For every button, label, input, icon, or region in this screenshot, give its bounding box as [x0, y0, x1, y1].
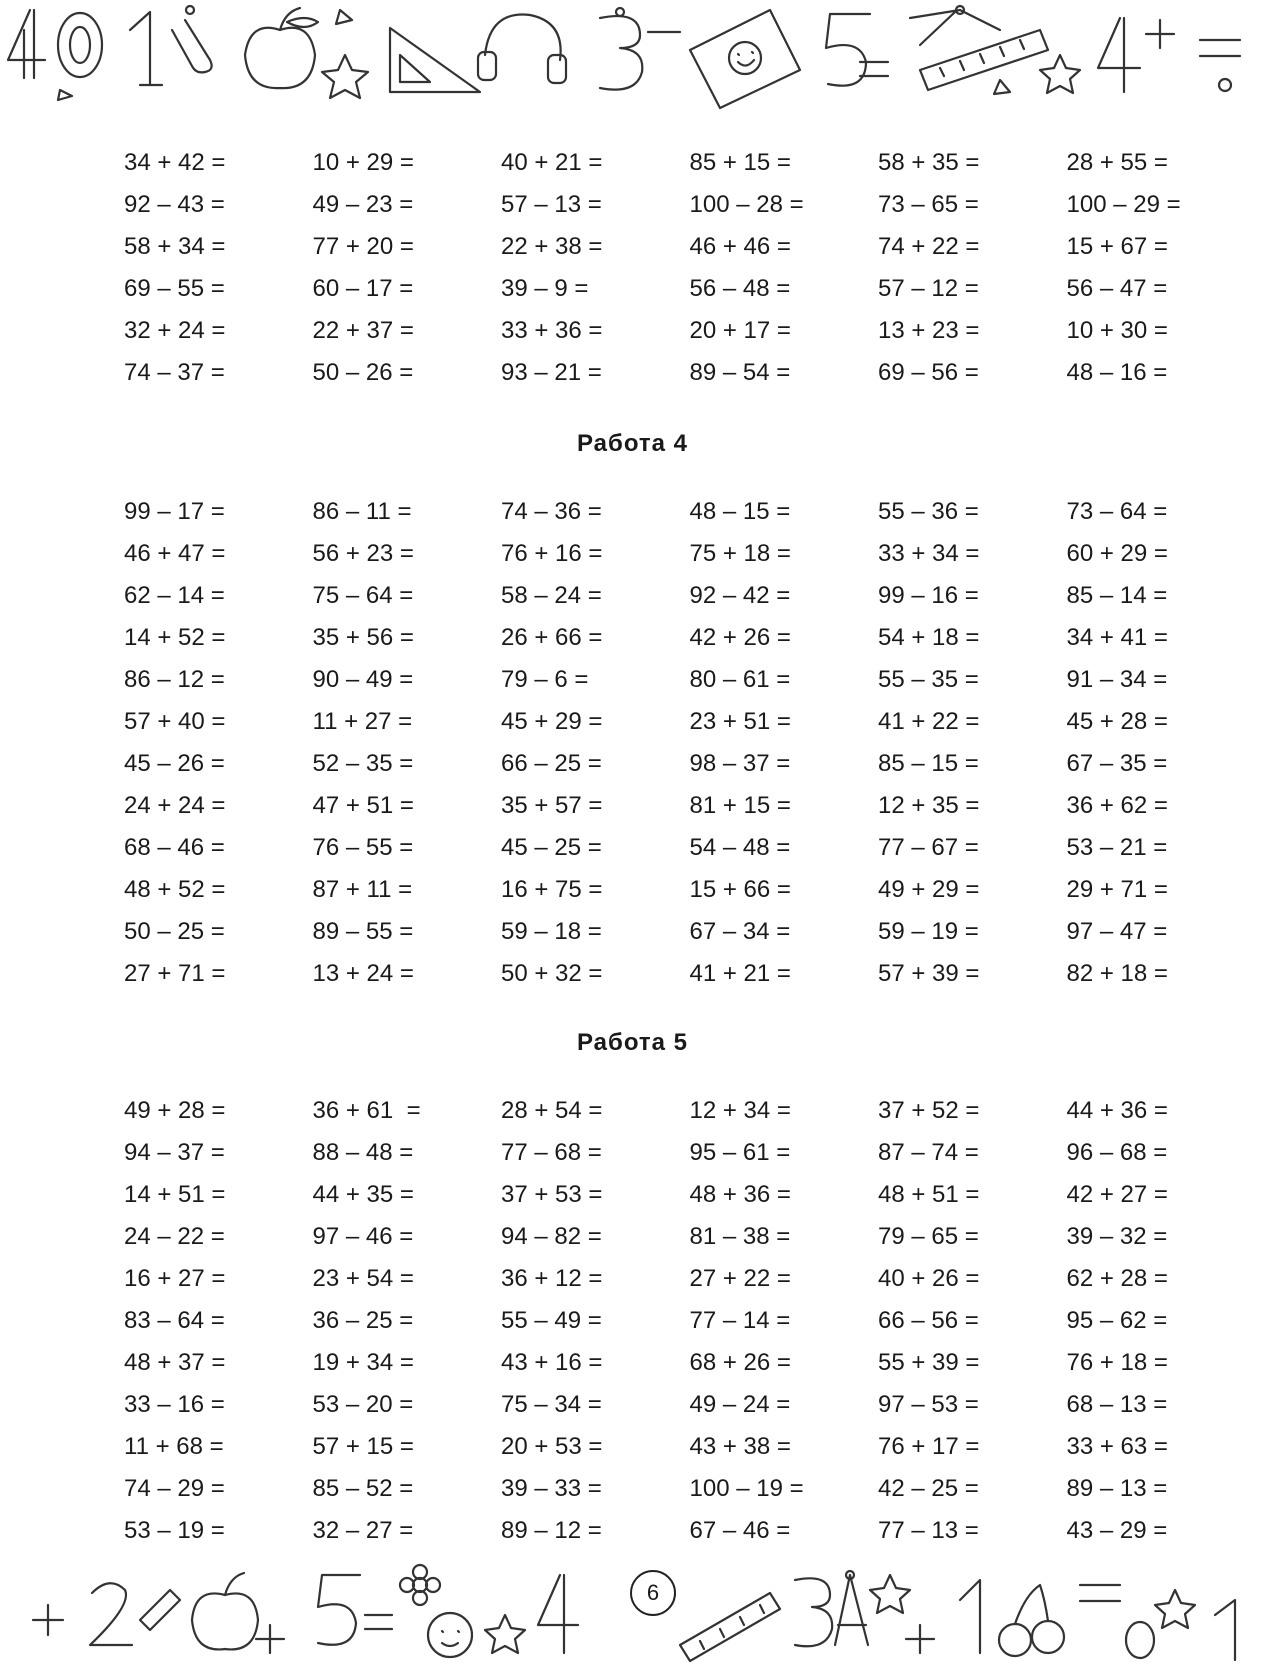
- math-problem: 15 + 66 =: [689, 876, 791, 903]
- math-problem: 35 + 57 =: [501, 792, 603, 819]
- doodle-digit-three-icon: [795, 1578, 832, 1646]
- math-problem: 50 + 32 =: [501, 960, 603, 987]
- doodle-zero-icon: [1126, 1622, 1154, 1658]
- math-problem: 81 + 15 =: [689, 792, 791, 819]
- math-problem: 69 – 56 =: [878, 359, 979, 386]
- math-problem: 76 + 16 =: [501, 540, 603, 567]
- math-problem: 14 + 51 =: [124, 1181, 226, 1208]
- page-number: 6: [630, 1570, 676, 1616]
- math-problem: 96 – 68 =: [1066, 1139, 1168, 1166]
- math-problem: 95 – 61 =: [689, 1139, 791, 1166]
- math-problem: 55 – 36 =: [878, 498, 979, 525]
- math-problem: 95 – 62 =: [1066, 1307, 1168, 1334]
- math-problem: 62 + 28 =: [1066, 1265, 1168, 1292]
- math-problem: 55 – 35 =: [878, 666, 979, 693]
- math-problem: 42 – 25 =: [878, 1475, 979, 1502]
- star-icon: [322, 55, 368, 98]
- math-problem: 48 + 52 =: [124, 876, 226, 903]
- math-problem: 28 + 54 =: [501, 1097, 603, 1124]
- math-problem: 27 + 71 =: [124, 960, 226, 987]
- math-problem: 68 – 46 =: [124, 834, 225, 861]
- math-problem: 56 + 23 =: [312, 540, 414, 567]
- math-problem: 33 + 63 =: [1066, 1433, 1168, 1460]
- math-problem: 59 – 19 =: [878, 918, 979, 945]
- math-problem: 49 – 23 =: [312, 191, 414, 218]
- math-problem: 75 – 64 =: [312, 582, 414, 609]
- math-problem: 68 + 26 =: [689, 1349, 791, 1376]
- math-problem: 99 – 17 =: [124, 498, 225, 525]
- apple-icon: [192, 1573, 258, 1649]
- math-problem: 45 – 26 =: [124, 750, 225, 777]
- math-problem: 57 + 15 =: [312, 1433, 414, 1460]
- doodle-digit-five-icon: [318, 1575, 360, 1645]
- paperclip-icon: [172, 20, 212, 72]
- math-problem: 19 + 34 =: [312, 1349, 414, 1376]
- math-problem: 37 + 53 =: [501, 1181, 603, 1208]
- math-problem: 88 – 48 =: [312, 1139, 414, 1166]
- math-problem: 100 – 28 =: [689, 191, 804, 218]
- math-problem: 89 – 55 =: [312, 918, 414, 945]
- math-problem: 34 + 41 =: [1066, 624, 1168, 651]
- math-problem: 86 – 12 =: [124, 666, 225, 693]
- math-problem: 77 – 68 =: [501, 1139, 602, 1166]
- exercise-grid-section-1: [124, 142, 1254, 394]
- math-problem: 20 + 17 =: [689, 317, 791, 344]
- math-problem: 40 + 21 =: [501, 149, 603, 176]
- math-problem: 42 + 27 =: [1066, 1181, 1168, 1208]
- math-problem: 87 + 11 =: [312, 876, 413, 903]
- math-problem: 29 + 71 =: [1066, 876, 1168, 903]
- math-problem: 73 – 64 =: [1066, 498, 1168, 525]
- doodle-digit-four-icon: [8, 10, 45, 78]
- math-problem: 12 + 34 =: [689, 1097, 791, 1124]
- plus-sign-icon: [1146, 20, 1174, 48]
- math-problem: 90 – 49 =: [312, 666, 414, 693]
- math-problem: 37 + 52 =: [878, 1097, 980, 1124]
- math-problem: 94 – 37 =: [124, 1139, 225, 1166]
- math-problem: 24 – 22 =: [124, 1223, 225, 1250]
- math-problem: 33 + 36 =: [501, 317, 603, 344]
- math-problem: 53 – 20 =: [312, 1391, 414, 1418]
- math-problem: 54 – 48 =: [689, 834, 791, 861]
- math-problem: 56 – 47 =: [1066, 275, 1168, 302]
- math-problem: 68 – 13 =: [1066, 1391, 1168, 1418]
- math-problem: 94 – 82 =: [501, 1223, 602, 1250]
- star-icon: [1040, 55, 1080, 93]
- math-problem: 49 – 24 =: [689, 1391, 791, 1418]
- math-problem: 10 + 30 =: [1066, 317, 1168, 344]
- bottom-doodle-border: [0, 1545, 1265, 1667]
- math-problem: 99 – 16 =: [878, 582, 979, 609]
- math-problem: 66 – 25 =: [501, 750, 602, 777]
- plus-sign-icon: [33, 1605, 63, 1635]
- math-problem: 43 – 29 =: [1066, 1517, 1168, 1544]
- math-problem: 74 – 37 =: [124, 359, 225, 386]
- math-problem: 20 + 53 =: [501, 1433, 603, 1460]
- math-problem: 85 + 15 =: [689, 149, 791, 176]
- boy-face-icon: [428, 1613, 472, 1657]
- doodle-digit-one-icon: [1215, 1600, 1235, 1660]
- math-problem: 33 + 34 =: [878, 540, 980, 567]
- math-problem: 35 + 56 =: [312, 624, 414, 651]
- math-problem: 57 – 13 =: [501, 191, 602, 218]
- math-problem: 87 – 74 =: [878, 1139, 979, 1166]
- math-problem: 97 – 46 =: [312, 1223, 414, 1250]
- math-problem: 23 + 51 =: [689, 708, 791, 735]
- math-problem: 89 – 13 =: [1066, 1475, 1168, 1502]
- top-doodle-border: [0, 0, 1265, 110]
- math-problem: 54 + 18 =: [878, 624, 980, 651]
- exercise-grid-work-5: [124, 1090, 1254, 1552]
- math-problem: 92 – 42 =: [689, 582, 791, 609]
- math-problem: 60 – 17 =: [312, 275, 414, 302]
- banknote-icon: [690, 10, 800, 108]
- math-problem: 46 + 47 =: [124, 540, 226, 567]
- math-problem: 44 + 35 =: [312, 1181, 414, 1208]
- compass-icon: [910, 6, 1000, 45]
- math-problem: 27 + 22 =: [689, 1265, 791, 1292]
- math-problem: 26 + 66 =: [501, 624, 603, 651]
- math-problem: 85 – 14 =: [1066, 582, 1168, 609]
- math-problem: 55 + 39 =: [878, 1349, 980, 1376]
- ruler-icon: [920, 30, 1048, 90]
- math-problem: 57 – 12 =: [878, 275, 979, 302]
- section-heading-work-4: Работа 4: [576, 430, 689, 457]
- math-problem: 22 + 37 =: [312, 317, 414, 344]
- math-problem: 74 + 22 =: [878, 233, 980, 260]
- math-problem: 14 + 52 =: [124, 624, 226, 651]
- math-problem: 13 + 24 =: [312, 960, 414, 987]
- math-problem: 83 – 64 =: [124, 1307, 225, 1334]
- math-problem: 92 – 43 =: [124, 191, 225, 218]
- math-problem: 41 + 21 =: [689, 960, 791, 987]
- math-problem: 57 + 39 =: [878, 960, 980, 987]
- math-problem: 48 – 16 =: [1066, 359, 1168, 386]
- math-problem: 36 – 25 =: [312, 1307, 414, 1334]
- math-problem: 36 + 62 =: [1066, 792, 1168, 819]
- math-problem: 74 – 36 =: [501, 498, 602, 525]
- math-problem: 75 – 34 =: [501, 1391, 602, 1418]
- math-problem: 36 + 61 =: [312, 1097, 421, 1124]
- math-problem: 34 + 42 =: [124, 149, 226, 176]
- cherries-icon: [999, 1585, 1064, 1656]
- math-problem: 50 – 26 =: [312, 359, 414, 386]
- math-problem: 76 – 55 =: [312, 834, 414, 861]
- math-problem: 57 + 40 =: [124, 708, 226, 735]
- math-problem: 100 – 29 =: [1066, 191, 1181, 218]
- math-problem: 43 + 16 =: [501, 1349, 603, 1376]
- math-problem: 41 + 22 =: [878, 708, 980, 735]
- equals-sign-icon: [1200, 40, 1240, 56]
- math-problem: 97 – 53 =: [878, 1391, 979, 1418]
- doodle-digit-one-icon: [130, 12, 162, 85]
- star-icon: [1155, 1590, 1195, 1628]
- math-problem: 77 – 67 =: [878, 834, 979, 861]
- doodle-digit-one-icon: [960, 1580, 980, 1653]
- math-problem: 39 – 32 =: [1066, 1223, 1168, 1250]
- apple-icon: [245, 8, 318, 88]
- plus-sign-icon: [906, 1625, 934, 1653]
- math-problem: 33 – 16 =: [124, 1391, 225, 1418]
- math-problem: 85 – 15 =: [878, 750, 979, 777]
- math-problem: 49 + 29 =: [878, 876, 980, 903]
- doodle-digit-three-icon: [600, 16, 642, 90]
- pencil-icon: [140, 1590, 180, 1630]
- equals-sign-icon: [365, 1615, 392, 1629]
- math-problem: 15 + 67 =: [1066, 233, 1168, 260]
- math-problem: 24 + 24 =: [124, 792, 226, 819]
- math-problem: 39 – 9 =: [501, 275, 589, 302]
- math-problem: 91 – 34 =: [1066, 666, 1168, 693]
- math-problem: 77 + 20 =: [312, 233, 414, 260]
- math-problem: 28 + 55 =: [1066, 149, 1168, 176]
- doodle-digit-four-icon: [538, 1575, 578, 1653]
- math-problem: 89 – 12 =: [501, 1517, 602, 1544]
- math-problem: 98 – 37 =: [689, 750, 791, 777]
- math-problem: 39 – 33 =: [501, 1475, 602, 1502]
- math-problem: 56 – 48 =: [689, 275, 791, 302]
- math-problem: 66 – 56 =: [878, 1307, 979, 1334]
- math-problem: 82 + 18 =: [1066, 960, 1168, 987]
- math-problem: 32 – 27 =: [312, 1517, 414, 1544]
- math-problem: 58 + 34 =: [124, 233, 226, 260]
- compass-icon: [835, 1571, 868, 1645]
- math-problem: 45 + 28 =: [1066, 708, 1168, 735]
- math-problem: 50 – 25 =: [124, 918, 225, 945]
- flower-icon: [400, 1565, 440, 1605]
- small-circle-icon: [186, 6, 1231, 91]
- math-problem: 46 + 46 =: [689, 233, 791, 260]
- doodle-digit-two-icon: [90, 1583, 132, 1645]
- math-problem: 75 + 18 =: [689, 540, 791, 567]
- math-problem: 48 – 15 =: [689, 498, 791, 525]
- math-problem: 74 – 29 =: [124, 1475, 225, 1502]
- math-problem: 60 + 29 =: [1066, 540, 1168, 567]
- math-problem: 44 + 36 =: [1066, 1097, 1168, 1124]
- math-problem: 42 + 26 =: [689, 624, 791, 651]
- math-problem: 11 + 27 =: [312, 708, 413, 735]
- math-problem: 86 – 11 =: [312, 498, 412, 525]
- math-problem: 55 – 49 =: [501, 1307, 602, 1334]
- math-problem: 32 + 24 =: [124, 317, 226, 344]
- math-problem: 49 + 28 =: [124, 1097, 226, 1124]
- math-problem: 11 + 68 =: [124, 1433, 224, 1460]
- headphones-icon: [478, 15, 566, 84]
- math-problem: 13 + 23 =: [878, 317, 980, 344]
- math-problem: 79 – 6 =: [501, 666, 589, 693]
- math-problem: 97 – 47 =: [1066, 918, 1168, 945]
- math-problem: 77 – 13 =: [878, 1517, 979, 1544]
- math-problem: 53 – 19 =: [124, 1517, 225, 1544]
- math-problem: 62 – 14 =: [124, 582, 225, 609]
- doodle-digit-four-icon: [1098, 18, 1140, 92]
- math-problem: 67 – 46 =: [689, 1517, 791, 1544]
- ruler-icon: [680, 1593, 780, 1661]
- math-problem: 53 – 21 =: [1066, 834, 1168, 861]
- exercise-grid-work-4: [124, 491, 1254, 995]
- math-problem: 16 + 27 =: [124, 1265, 226, 1292]
- math-problem: 100 – 19 =: [689, 1475, 804, 1502]
- math-problem: 89 – 54 =: [689, 359, 791, 386]
- math-problem: 69 – 55 =: [124, 275, 225, 302]
- math-problem: 76 + 18 =: [1066, 1349, 1168, 1376]
- math-problem: 80 – 61 =: [689, 666, 791, 693]
- math-problem: 10 + 29 =: [312, 149, 414, 176]
- star-icon: [870, 1575, 910, 1613]
- plus-sign-icon: [256, 1625, 284, 1653]
- star-icon: [485, 1615, 525, 1653]
- math-problem: 77 – 14 =: [689, 1307, 791, 1334]
- math-problem: 59 – 18 =: [501, 918, 602, 945]
- math-problem: 36 + 12 =: [501, 1265, 603, 1292]
- math-problem: 45 + 29 =: [501, 708, 603, 735]
- tiny-triangle-icon: [58, 10, 1010, 100]
- math-problem: 73 – 65 =: [878, 191, 979, 218]
- math-problem: 48 + 37 =: [124, 1349, 226, 1376]
- math-problem: 67 – 34 =: [689, 918, 791, 945]
- math-problem: 58 + 35 =: [878, 149, 980, 176]
- section-heading-work-5: Работа 5: [576, 1029, 689, 1056]
- math-problem: 23 + 54 =: [312, 1265, 414, 1292]
- math-problem: 16 + 75 =: [501, 876, 603, 903]
- math-problem: 79 – 65 =: [878, 1223, 979, 1250]
- math-problem: 48 + 51 =: [878, 1181, 980, 1208]
- math-problem: 45 – 25 =: [501, 834, 602, 861]
- math-problem: 67 – 35 =: [1066, 750, 1168, 777]
- math-problem: 76 + 17 =: [878, 1433, 980, 1460]
- math-problem: 93 – 21 =: [501, 359, 602, 386]
- math-problem: 43 + 38 =: [689, 1433, 791, 1460]
- math-problem: 12 + 35 =: [878, 792, 980, 819]
- math-problem: 47 + 51 =: [312, 792, 414, 819]
- math-problem: 40 + 26 =: [878, 1265, 980, 1292]
- doodle-zero-icon: [58, 13, 102, 77]
- triangle-ruler-icon: [390, 28, 480, 92]
- math-problem: 52 – 35 =: [312, 750, 414, 777]
- math-problem: 48 + 36 =: [689, 1181, 791, 1208]
- math-problem: 81 – 38 =: [689, 1223, 791, 1250]
- math-problem: 22 + 38 =: [501, 233, 603, 260]
- math-problem: 85 – 52 =: [312, 1475, 414, 1502]
- math-problem: 58 – 24 =: [501, 582, 602, 609]
- equals-sign-icon: [1080, 1585, 1120, 1601]
